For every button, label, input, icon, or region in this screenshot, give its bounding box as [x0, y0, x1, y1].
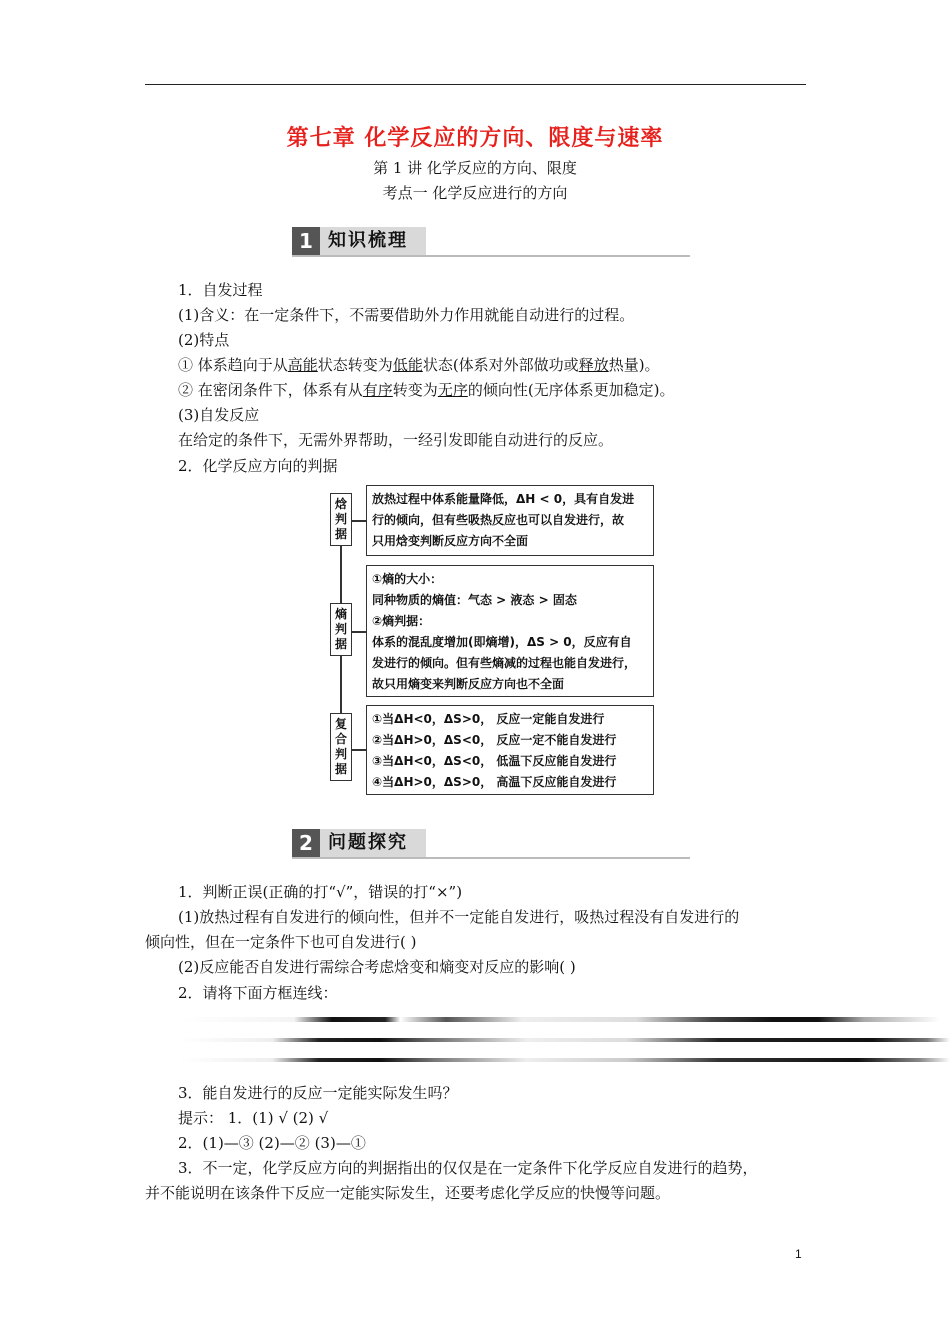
question-line: (2)反应能否自发进行需综合考虑焓变和熵变对反应的影响( ) [178, 958, 576, 976]
section-banner-questions [292, 829, 690, 859]
text-span: ① 体系趋向于从 [178, 356, 288, 374]
text-span: 状态转变为 [317, 356, 393, 374]
answer-line: 提示： 1．(1) √ (2) √ [178, 1109, 329, 1127]
text-line [178, 354, 660, 375]
text-line: (3)自发反应 [178, 406, 260, 424]
enthalpy-criterion-box [366, 485, 654, 556]
answer-blank: 释放 [578, 356, 609, 374]
answer-blank: 高能 [287, 356, 318, 374]
section-title: 问题探究 [320, 829, 426, 857]
box-line: ④当ΔH>0，ΔS>0， 高温下反应能自发进行 [372, 775, 617, 789]
entropy-criterion-label [330, 603, 352, 656]
label-char: 判 [334, 747, 347, 761]
label-char: 判 [334, 622, 347, 636]
box-line: 体系的混乱度增加(即熵增)，ΔS > 0，反应有自 [372, 635, 632, 649]
box-line: ①当ΔH<0，ΔS>0， 反应一定能自发进行 [372, 712, 605, 726]
connector-line [350, 631, 366, 633]
combined-criterion-label [330, 713, 352, 781]
box-line: ①熵的大小： [372, 572, 443, 586]
keypoint-title: 考点一 化学反应进行的方向 [382, 184, 568, 202]
label-char: 熵 [334, 607, 347, 621]
section-number: 1 [292, 227, 320, 255]
box-line: ③当ΔH<0，ΔS<0， 低温下反应能自发进行 [372, 754, 617, 768]
box-line: 发进行的倾向。但有些熵减的过程也能自发进行， [372, 656, 637, 670]
entropy-criterion-box [366, 565, 654, 697]
section-title: 知识梳理 [320, 227, 426, 255]
answer-line: 并不能说明在该条件下反应一定能实际发生，还要考虑化学反应的快慢等问题。 [145, 1184, 671, 1202]
section-banner-knowledge [292, 227, 690, 257]
text-line: 2．化学反应方向的判据 [178, 457, 338, 475]
connector-line [350, 749, 366, 751]
section-number: 2 [292, 829, 320, 857]
page-number: 1 [795, 1247, 802, 1261]
box-line: 行的倾向，但有些吸热反应也可以自发进行，故 [372, 513, 625, 527]
text-line: (1)含义：在一定条件下，不需要借助外力作用就能自动进行的过程。 [178, 306, 635, 324]
text-line: 1．自发过程 [178, 281, 263, 299]
question-line: (1)放热过程有自发进行的倾向性，但并不一定能自发进行，吸热过程没有自发进行的 [178, 908, 740, 926]
label-char: 据 [334, 762, 347, 776]
header-rule [145, 84, 806, 85]
box-line: 故只用熵变来判断反应方向也不全面 [372, 677, 565, 691]
label-char: 据 [334, 527, 347, 541]
answer-line: 2．(1)—③ (2)—② (3)—① [178, 1134, 366, 1152]
question-line: 倾向性，但在一定条件下也可自发进行( ) [145, 933, 417, 951]
label-char: 复 [334, 717, 347, 731]
label-char: 判 [334, 512, 347, 526]
enthalpy-criterion-label [330, 493, 352, 546]
answer-line: 3．不一定，化学反应方向的判据指出的仅仅是在一定条件下化学反应自发进行的趋势， [178, 1159, 758, 1177]
lecture-title: 第 1 讲 化学反应的方向、限度 [373, 159, 577, 177]
label-char: 焓 [334, 497, 347, 511]
text-line: 在给定的条件下，无需外界帮助，一经引发即能自动进行的反应。 [178, 431, 614, 449]
combined-criterion-box [366, 705, 654, 795]
answer-blank: 无序 [437, 381, 468, 399]
question-line: 1．判断正误(正确的打“√”，错误的打“×”) [178, 883, 463, 901]
text-span: 状态(体系对外部做功或 [422, 356, 579, 374]
text-span: 转变为 [392, 381, 438, 399]
label-char: 合 [334, 732, 347, 746]
chapter-title: 第七章 化学反应的方向、限度与速率 [286, 125, 664, 151]
question-line: 3．能自发进行的反应一定能实际发生吗？ [178, 1084, 458, 1102]
text-span: 热量)。 [608, 356, 660, 374]
box-line: 放热过程中体系能量降低，ΔH < 0，具有自发进 [372, 492, 635, 506]
box-line: ②熵判据： [372, 614, 431, 628]
text-line: (2)特点 [178, 331, 230, 349]
text-line [178, 379, 675, 400]
answer-blank: 低能 [392, 356, 423, 374]
answer-blank: 有序 [362, 381, 393, 399]
box-line: ②当ΔH>0，ΔS<0， 反应一定不能自发进行 [372, 733, 617, 747]
question-line: 2．请将下面方框连线： [178, 984, 338, 1002]
text-span: 的倾向性(无序体系更加稳定)。 [467, 381, 675, 399]
label-char: 据 [334, 637, 347, 651]
box-line: 只用焓变判断反应方向不全面 [372, 534, 529, 548]
box-line: 同种物质的熵值：气态 > 液态 > 固态 [372, 593, 577, 607]
text-span: ② 在密闭条件下，体系有从 [178, 381, 363, 399]
connector-line [350, 520, 366, 522]
